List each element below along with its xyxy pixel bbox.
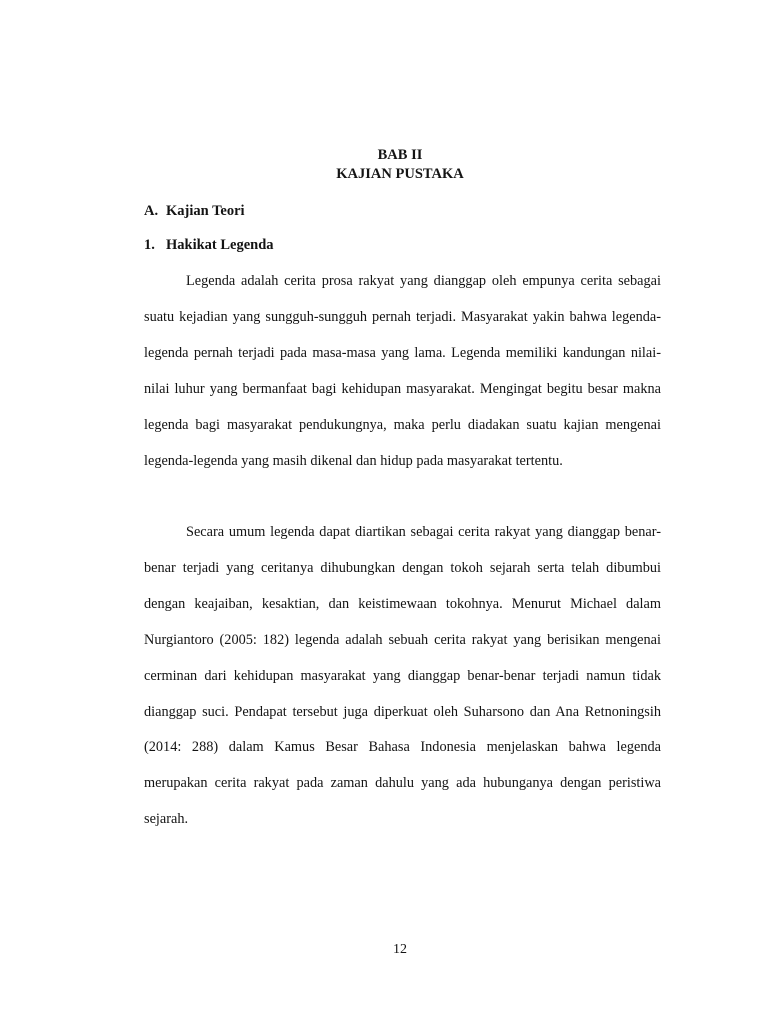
section-heading	[144, 203, 245, 220]
chapter-number: BAB II	[377, 147, 423, 163]
section-title: Kajian Teori	[166, 203, 245, 219]
subsection-heading	[144, 237, 274, 254]
body-paragraph-2: Secara umum legenda dapat diartikan sebagai cerita rakyat yang dianggap benar-benar terjadi yang ceritanya dihubungkan dengan tokoh sejarah serta telah dibumbui dengan keajaiban, kesaktian, dan keistimewaan tokohnya. Menurut Michael dalam Nurgiantoro (2005: 182) legenda adalah sebuah cerita rakyat yang berisikan mengenai cerminan dari kehidupan masyarakat yang dianggap benar-benar terjadi namun tidak dianggap suci. Pendapat tersebut juga diperkuat oleh Suharsono dan Ana Retnoningsih (2014: 288) dalam Kamus Besar Bahasa Indonesia menjelaskan bahwa legenda merupakan cerita rakyat pada zaman dahulu yang ada hubunganya dengan peristiwa sejarah.	[144, 524, 661, 828]
page-number: 12	[393, 942, 407, 957]
subsection-label: 1.	[144, 237, 155, 253]
chapter-title: KAJIAN PUSTAKA	[336, 166, 464, 182]
subsection-title: Hakikat Legenda	[166, 237, 274, 253]
body-paragraph-1: Legenda adalah cerita prosa rakyat yang dianggap oleh empunya cerita sebagai suatu kejadian yang sungguh-sungguh pernah terjadi. Masyarakat yakin bahwa legenda-legenda pernah terjadi pada masa-masa yang lama. Legenda memiliki kandungan nilai-nilai luhur yang bermanfaat bagi kehidupan masyarakat. Mengingat begitu besar makna legenda bagi masyarakat pendukungnya, maka perlu diadakan suatu kajian mengenai legenda-legenda yang masih dikenal dan hidup pada masyarakat tertentu.	[144, 273, 661, 469]
section-label: A.	[144, 203, 159, 219]
